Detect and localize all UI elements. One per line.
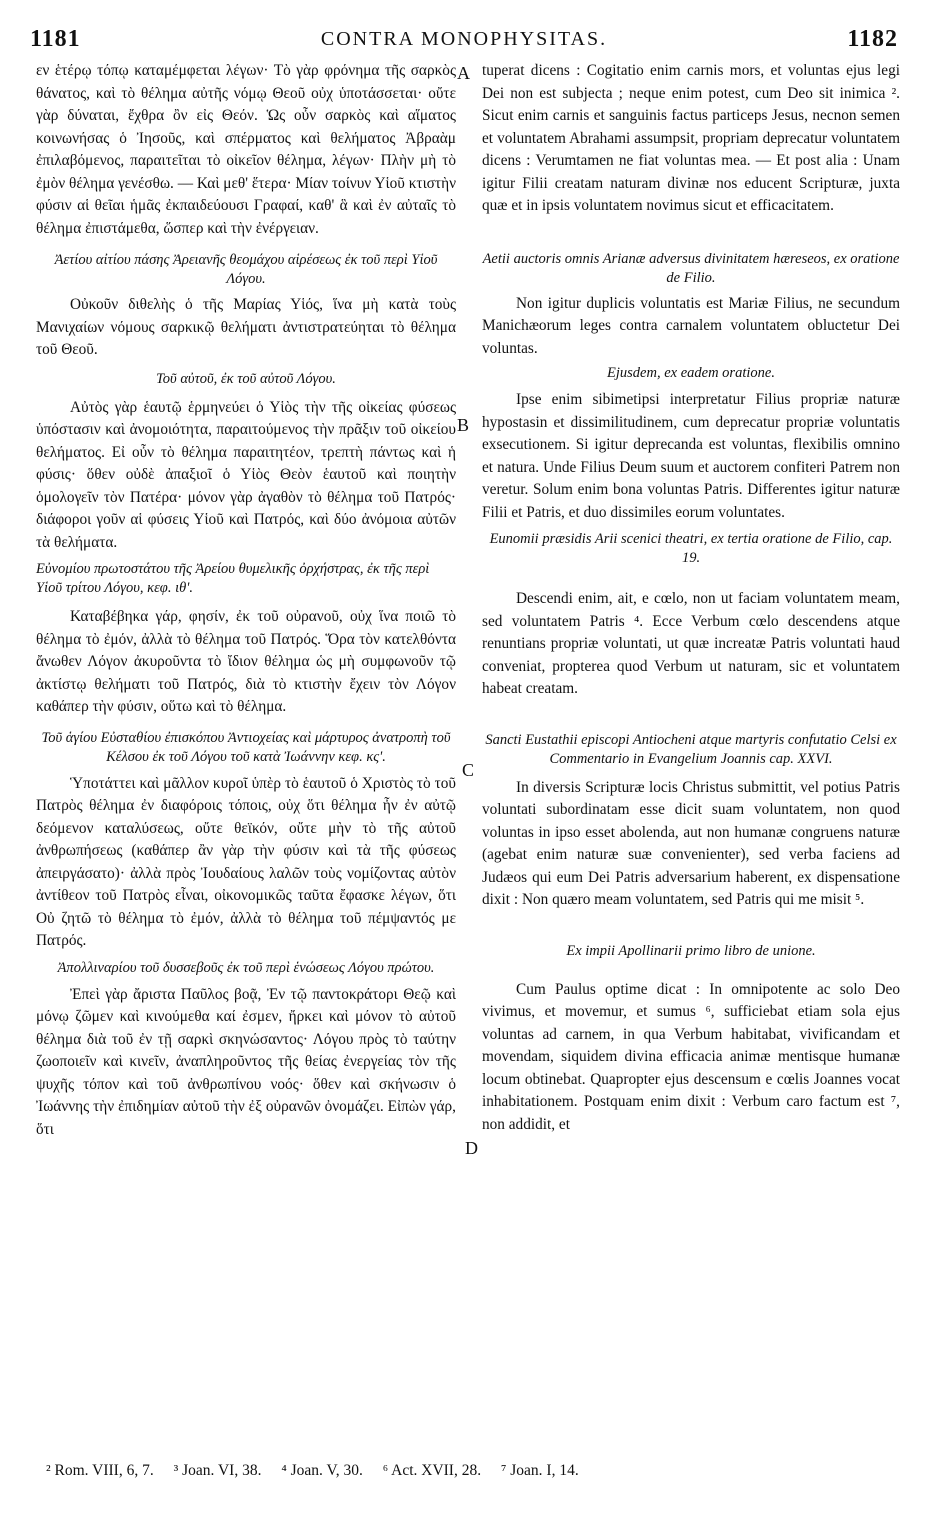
greek-section-heading: Ἀετίου αἰτίου πάσης Ἀρειανῆς θεομάχου αἱρέσεως ἐκ τοῦ περὶ Υἱοῦ Λόγου.	[54, 252, 438, 287]
greek-paragraph: εν ἑτέρῳ τόπῳ καταμέμφεται λέγων· Τὸ γὰρ φρόνημα τῆς σαρκὸς θάνατος, καὶ τὸ θέλημα αὐτῆς νόμῳ Θεοῦ οὐχ ὑποτάσσεται· οὔτε γὰρ δύναται, ἔχθρα ὂν εἰς Θεόν. Ὡς οὖν σαρκὸς καὶ αἵματος κοινωνήσας ὁ Ἰησοῦς, καὶ σπέρματος καὶ θελήματος Ἀβραὰμ ἐπιλαβόμενος, παραιτεῖται τὸ οἰκεῖον θέλημα, λέγων· Πλὴν μὴ τὸ ἐμὸν θέλημα γενέσθω. — Καὶ μεθ' ἕτερα· Μίαν τοίνυν Υἱοῦ κτιστὴν φύσιν αἱ θεῖαι ἡμᾶς ἐκπαιδεύουσι Γραφαί, καθ' ἃ καὶ ἐν αὐταῖς τὸ θέλημα ἐπιστάμεθα, ὥσπερ καὶ τὴν ἐνέργειαν.	[36, 62, 456, 237]
running-title: CONTRA MONOPHYSITAS.	[320, 28, 608, 50]
page-number-right: 1182	[847, 26, 898, 52]
footnote: ⁴ Joan. V, 30.	[281, 1462, 363, 1479]
footnote: ⁶ Act. XVII, 28.	[382, 1462, 482, 1479]
latin-paragraph: Cum Paulus optime dicat : In omnipotente ac solo Deo vivimus, et movemur, et sumus ⁶, sufficiebat etiam sola ejus voluntas ad carnem, in qua Verbum habitabat, vivificandam et movendam, siquidem divina efficacia animæ mentisque humanæ locum obtinebat. Quapropter ejus descensum e cœlis Joannes vocat inhabitationem. Postquam enim dixit : Verbum caro factum est ⁷, non addidit, et	[482, 980, 900, 1133]
latin-section-heading: Ejusdem, ex eadem oratione.	[607, 365, 775, 381]
latin-column	[482, 60, 900, 1136]
page-number-left: 1181	[30, 26, 81, 52]
greek-paragraph: Οὐκοῦν διθελὴς ὁ τῆς Μαρίας Υἱός, ἵνα μὴ κατὰ τοὺς Μανιχαίων νόμους σαρκικῷ θελήματι ἀντιστρατεύηται τὸ θέλημα τοῦ Θεοῦ.	[36, 296, 456, 358]
greek-paragraph: Καταβέβηκα γάρ, φησίν, ἐκ τοῦ οὐρανοῦ, οὐχ ἵνα ποιῶ τὸ θέλημα τὸ ἐμόν, ἀλλὰ τὸ θέλημα τοῦ Πατρός. Ὅρα τὸν κατελθόντα ἄνωθεν Λόγον ἀκυροῦντα τὸ ἴδιον θέλημα ὡς μὴ συμφωνοῦν τῷ ἀκτίστῳ θελήματι τοῦ Πατρός, διὰ τὸ κτιστὴν ἔχειν τὸν Λόγον καθάπερ τὴν φύσιν, οὕτω καὶ τὸ θέλημα.	[36, 608, 456, 715]
running-header	[30, 26, 898, 60]
latin-paragraph: Descendi enim, ait, e cœlo, non ut faciam voluntatem meam, sed voluntatem Patris ⁴. Ecce Verbum cœlo descendens atque renuntians propriæ voluntati, ut quæ increatæ Patris voluntati haud conveniat, propterea quod Verbum ut naturam, sic et voluntatem habeat creatam.	[482, 590, 900, 697]
latin-section-heading: Aetii auctoris omnis Arianæ adversus divinitatem hæreseos, ex oratione de Filio.	[482, 250, 900, 286]
latin-section-heading: Ex impii Apollinarii primo libro de unione.	[566, 942, 816, 959]
margin-letter-d: D	[465, 1138, 478, 1158]
latin-paragraph: Non igitur duplicis voluntatis est Mariæ Filius, ne secundum Manichæorum leges contra carnalem voluntatem obluctetur Dei voluntas.	[482, 294, 900, 357]
greek-column	[36, 60, 456, 1141]
latin-paragraph: In diversis Scripturæ locis Christus submittit, vel potius Patris voluntati subordinatam esse dicit suam voluntatem, non quod voluntas in ipso esset abolenda, aut non humanæ congruens naturæ (agebat enim naturæ suæ convenienter), sed verba faciens ad Judæos qui eum Dei Patris adversarium haberent, ex dispensatione dixit : Non quæro meam voluntatem, sed Patris qui me misit ⁵.	[482, 778, 900, 908]
footnote: ⁷ Joan. I, 14.	[500, 1462, 579, 1479]
footnotes	[46, 1462, 906, 1480]
latin-section-heading: Sancti Eustathii episcopi Antiocheni atque martyris confutatio Celsi ex Commentario in Evangelium Joannis cap. XXVI.	[485, 731, 897, 767]
greek-section-heading: Ἀπολλιναρίου τοῦ δυσσεβοῦς ἐκ τοῦ περὶ ἑνώσεως Λόγου πρώτου.	[57, 959, 435, 976]
greek-section-heading: Τοῦ ἁγίου Εὐσταθίου ἐπισκόπου Ἀντιοχείας καὶ μάρτυρος ἀνατροπὴ τοῦ Κέλσου ἐκ τοῦ Λόγου τοῦ κατὰ Ἰωάννην κεφ. κς'.	[41, 729, 451, 765]
margin-letter-c: C	[462, 760, 475, 780]
greek-paragraph: Ἐπεὶ γὰρ ἄριστα Παῦλος βοᾷ, Ἐν τῷ παντοκράτορι Θεῷ καὶ μόνῳ ζῶμεν καὶ κινούμεθα καί ἐσμεν, ἤρκει καὶ μόνον τὸ αὐτοῦ θέλημα διὰ τοῦ ἐν τῇ σαρκὶ σκηνώσαντος· Λόγου πρὸς τὸ ταύτην ζωοποιεῖν καὶ κινεῖν, ἀναπληροῦντος τῆς θείας ἐνεργείας τὸν τῆς ψυχῆς τόπον καὶ τοῦ ἀνθρωπίνου νοός· ὅθεν καὶ σκήνωσιν ὁ Ἰωάννης τὴν ἐπιδημίαν αὐτοῦ τὴν ἐξ οὐρανῶν ὀνομάζει. Εἰπὼν γάρ, ὅτι	[36, 985, 456, 1138]
margin-letter-a: A	[457, 63, 470, 83]
greek-section-heading: Τοῦ αὐτοῦ, ἐκ τοῦ αὐτοῦ Λόγου.	[156, 370, 336, 387]
greek-paragraph: Αὐτὸς γὰρ ἑαυτῷ ἑρμηνεύει ὁ Υἱὸς τὴν τῆς οἰκείας φύσεως ὑπόστασιν καὶ ἀνομοιότητα, παραιτούμενος τὴν πρᾶξιν τοῦ οἰκείου θελήματος. Εἰ οὖν τὸ θέλημα παραιτητέον, τρεπτὴ πάντως καὶ ἡ φύσις· ὅθεν οὐδὲ ἀπαξιοῖ ὁ Υἱὸς Θεὸν ἑαυτοῦ καὶ ποιητὴν ὁμολογεῖν τὸν Πατέρα· μόνον γὰρ ἀγαθὸν τὸ θέλημα τοῦ Πατρός· διάφοροι γοῦν αἱ φύσεις Υἱοῦ καὶ Πατρός, καὶ δύο ἀνόμοια αὐτῶν τὰ θελήματα.	[36, 398, 456, 551]
greek-paragraph: Ὑποτάττει καὶ μᾶλλον κυροῖ ὑπὲρ τὸ ἑαυτοῦ ὁ Χριστὸς τὸ τοῦ Πατρὸς θέλημα ἐν διαφόροις τόποις, οὐχ ὅτι θέλημα ἦν ἐν αὐτῷ δεόμενον καταλύσεως, οὔτε θεϊκόν, οὔτε μὴν τὸ τῆς αὐτοῦ ἀνθρωπήσεως (καθάπερ ἂν γὰρ τὴν φύσιν καὶ τὰ τῆς φύσεως ἀπειργάσατο)· ἀλλὰ πρὸς Ἰουδαίους λαλῶν τοὺς νομίζοντας αὐτὸν ἀντίθεον τοῦ Πατρὸς εἶναι, οἰκονομικῶς ταῦτα ἔφασκε λέγων, ὅτι Οὐ ζητῶ τὸ θέλημα τὸ ἐμόν, ἀλλὰ τὸ θέλημα τοῦ πέμψαντός με Πατρός.	[36, 774, 456, 949]
margin-letter-b: B	[457, 415, 470, 435]
footnote: ² Rom. VIII, 6, 7.	[46, 1462, 154, 1479]
greek-section-heading: Εὐνομίου πρωτοστάτου τῆς Ἀρείου θυμελικῆς ὀρχήστρας, ἐκ τῆς περὶ Υἱοῦ τρίτου Λόγου, κεφ. ιθ'.	[36, 561, 430, 596]
footnote: ³ Joan. VI, 38.	[173, 1462, 262, 1479]
latin-section-heading: Eunomii præsidis Arii scenici theatri, ex tertia oratione de Filio, cap. 19.	[489, 531, 893, 566]
latin-paragraph: tuperat dicens : Cogitatio enim carnis mors, et voluntas ejus legi Dei non est subjecta ; neque enim potest, cum Deo sit inimica ². Sicut enim carnis et sanguinis factus particeps Jesus, necnon semen et voluntatem Abrahami assumpsit, propriam deprecatur voluntatem dicens : Verumtamen ne fiat voluntas mea. — Et post alia : Unam igitur Filii creatam naturam divinæ nos educent Scripturæ, juxta quæ et in ipsis voluntatem novimus sicut et efficacitatem.	[482, 62, 900, 214]
latin-paragraph: Ipse enim sibimetipsi interpretatur Filius propriæ naturæ hypostasin et dissimilitudinem, cum deprecatur propriæ voluntatis exsecutionem. Si igitur deprecanda est voluntas, flexibilis omnino et natura. Unde Filius Deum suum et auctorem confiteri Patrem non veretur. Solum enim bona voluntas Patris. Differentes igitur naturæ Filii et Patris, et duo dissimiles eorum voluntates.	[482, 391, 900, 521]
